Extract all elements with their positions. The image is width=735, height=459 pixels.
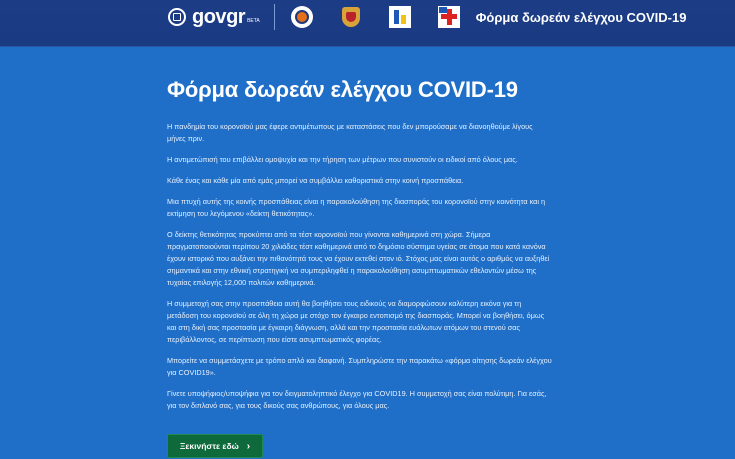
beta-label: BETA [247,18,260,24]
header-bar [168,0,686,34]
fire-service-icon [340,6,362,28]
civil-protection-icon [291,6,313,28]
header-title: Φόρμα δωρεάν ελέγχου COVID-19 [475,9,687,25]
paragraph: Μπορείτε να συμμετάσχετε με τρόπο απλό και διαφανή. Συμπληρώστε την παρακάτω «φόρμα αίτησης δωρεάν ελέγχου για COVID19». [167,356,552,377]
ministry-badge-icon [389,6,411,28]
start-here-button[interactable] [167,434,263,458]
paragraph: Η πανδημία του κορονοϊού μας έφερε αντιμέτωπους με καταστάσεις που δεν μπορούσαμε να διανοηθούμε λίγους μήνες πριν. [167,122,533,143]
header-divider [274,4,275,30]
main-content [167,76,552,421]
page-title: Φόρμα δωρεάν ελέγχου COVID-19 [167,77,518,102]
coat-of-arms-icon [168,8,186,26]
logo-text-accent: gr [226,5,246,28]
chevron-right-icon: › [246,440,251,452]
paragraph: Μια πτυχή αυτής της κοινής προσπάθειας είναι η παρακολούθηση της διασποράς του κορονοϊού στην κοινότητα και η εκτίμηση του λεγόμενου «δείκτη θετικότητας». [167,197,546,218]
site-header [0,0,735,47]
paragraph: Ο δείκτης θετικότητας προκύπτει από τα τέστ κορονοϊού που γίνονται καθημερινά στη χώρα. Σήμερα πραγματοποιούνται περίπου 20 χιλιάδες τέστ καθημερινά από το δημόσιο σύστημα υγείας σε άτομα που κατά κανόνα έχουν ιστορικό που αυξάνει την πιθανότητά τους να έχουν εκτεθεί στον ιό. Στόχος μας είναι αυτός ο αριθμός να αυξηθεί σημαντικά και στην εθνική στρατηγική να συμπεριληφθεί η παρακολούθηση ασυμπτωματικών εθελοντών μέσω της τυχαίας επιλογής 12,000 πολιτών καθημερινά. [167,230,550,287]
govgr-logo[interactable] [192,6,245,29]
health-cross-icon [438,6,460,28]
paragraph: Η αντιμετώπισή του επιβάλλει ομοψυχία και την τήρηση των μέτρων που συνιστούν οι ειδικοί από όλους μας. [167,155,518,164]
logo-text: gov [192,5,227,28]
start-here-label: Ξεκινήστε εδώ [179,441,239,451]
paragraph: Η συμμετοχή σας στην προσπάθεια αυτή θα βοηθήσει τους ειδικούς να διαμορφώσουν καλύτερη εικόνα για τη μετάδοση του κορονοϊού σε όλη τη χώρα με στόχο τον έγκαιρο εντοπισμό της διασποράς. Μπορεί να βοηθήσει, όμως και στη δική σας προστασία με έγκαιρη διάγνωση, αλλά και την προστασία ευάλωτων ατόμων του στενού σας περιβάλλοντος, σε περίπτωση που είστε ασυμπτωματικός φορέας. [167,299,545,344]
paragraph: Κάθε ένας και κάθε μία από εμάς μπορεί να συμβάλλει καθοριστικά στην κοινή προσπάθεια. [167,176,464,185]
paragraph: Γίνετε υποψήφιος/υποψήφια για τον δειγματοληπτικό έλεγχο για COVID19. Η συμμετοχή σας είναι πολύτιμη. Για εσάς, για τον διπλανό σας, για τους δικούς σας ανθρώπους, για όλους μας. [167,389,547,410]
